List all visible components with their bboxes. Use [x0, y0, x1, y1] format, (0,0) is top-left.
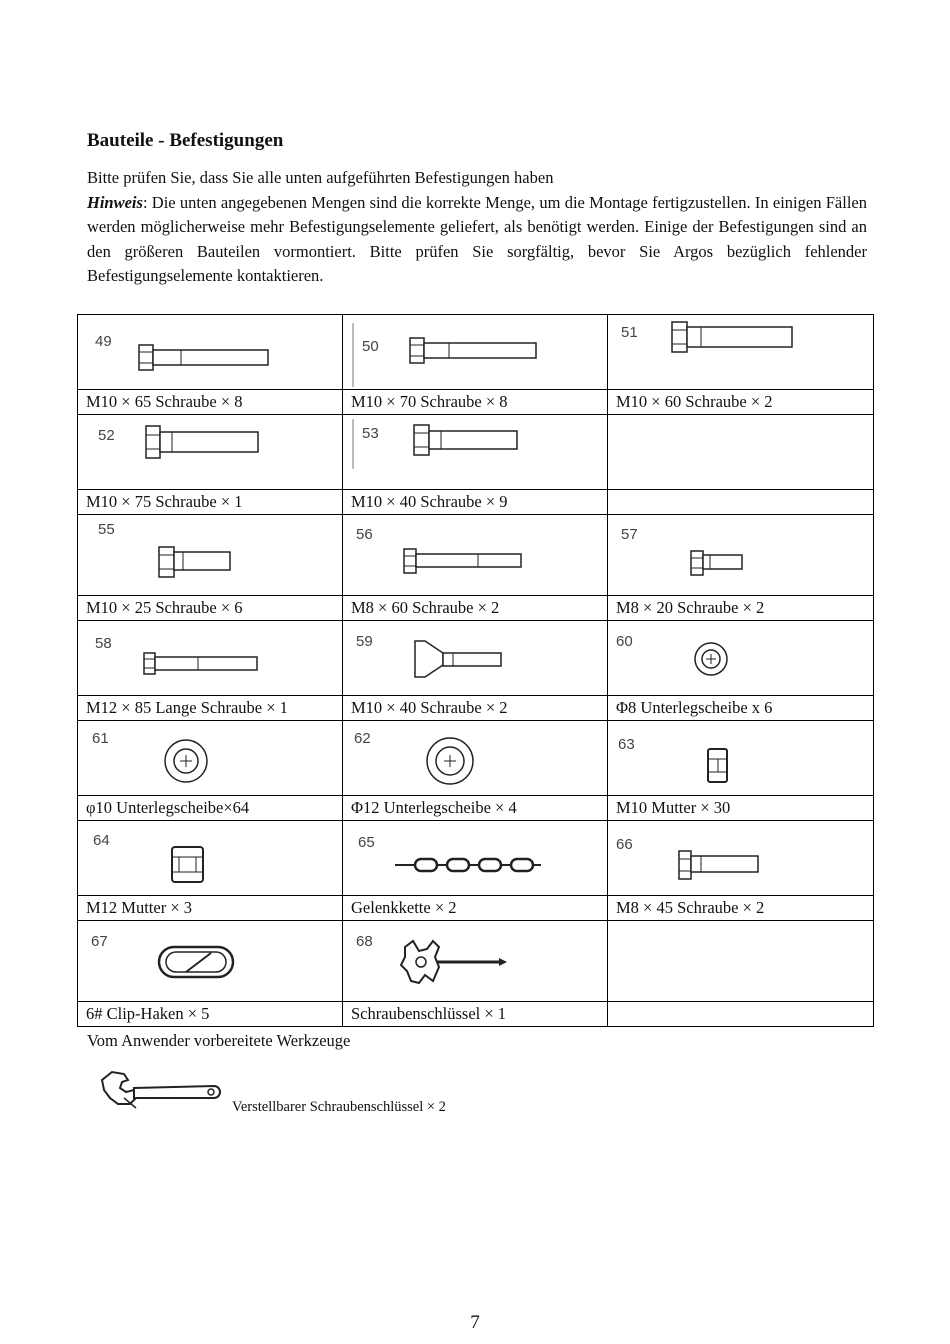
- part-image-cell: [343, 515, 608, 596]
- part-label: [608, 1002, 874, 1027]
- part-image-cell: [343, 921, 608, 1002]
- part-image-cell: [608, 315, 874, 390]
- table-row: [78, 821, 874, 896]
- part-number: 52: [98, 427, 115, 444]
- part-number: 50: [362, 338, 379, 355]
- table-row: [78, 1002, 874, 1027]
- carabiner-icon: [156, 941, 238, 983]
- part-image-cell: [343, 821, 608, 896]
- table-row: [78, 596, 874, 621]
- part-label: Schraubenschlüssel × 1: [343, 1002, 608, 1027]
- part-image-cell: [78, 415, 343, 490]
- part-label: Φ8 Unterlegscheibe x 6: [608, 696, 874, 721]
- note-text: : Die unten angegebenen Mengen sind die korrekte Menge, um die Montage fertigzustellen. In einigen Fällen werden möglicherweise mehr Befestigungselemente geliefert, als benötigt werden. Einige der Befestigungen sind an den größeren Bauteilen vormontiert. Bitte prüfen Sie sorgfältig, bevor Sie Argos bezüglich fehlender Befestigungselemente kontaktieren.: [87, 192, 867, 285]
- table-row: [78, 696, 874, 721]
- part-image-cell: [608, 821, 874, 896]
- part-image-cell: [78, 515, 343, 596]
- washer-icon: [693, 641, 729, 677]
- tool-label: Verstellbarer Schraubenschlüssel × 2: [232, 1099, 446, 1115]
- hex-bolt-icon: [678, 849, 762, 881]
- part-image-cell: [343, 621, 608, 696]
- part-image-cell: [78, 821, 343, 896]
- part-number: 51: [621, 324, 638, 341]
- part-number: 63: [618, 736, 635, 753]
- page-number: 7: [470, 1312, 480, 1333]
- note-paragraph: [87, 191, 867, 289]
- washer-icon: [425, 736, 475, 786]
- page-title: Bauteile - Befestigungen: [87, 130, 284, 151]
- part-number: 53: [362, 425, 379, 442]
- part-number: 66: [616, 836, 633, 853]
- part-label: M10 × 65 Schraube × 8: [78, 390, 343, 415]
- part-image-cell-empty: [608, 921, 874, 1002]
- nut-icon: [706, 747, 730, 785]
- part-image-cell: [343, 721, 608, 796]
- intro-line: Bitte prüfen Sie, dass Sie alle unten aufgeführten Befestigungen haben: [87, 168, 554, 187]
- table-row: [78, 896, 874, 921]
- table-row: [78, 515, 874, 596]
- part-label: Gelenkkette × 2: [343, 896, 608, 921]
- scan-line: [351, 323, 355, 387]
- part-label: [608, 490, 874, 515]
- part-number: 64: [93, 832, 110, 849]
- tools-heading: Vom Anwender vorbereitete Werkzeuge: [87, 1031, 351, 1050]
- note-label: Hinweis: [87, 192, 143, 212]
- table-row: [78, 415, 874, 490]
- part-label: M8 × 45 Schraube × 2: [608, 896, 874, 921]
- part-label: M10 × 60 Schraube × 2: [608, 390, 874, 415]
- part-number: 67: [91, 933, 108, 950]
- part-number: 56: [356, 526, 373, 543]
- part-label: M10 × 75 Schraube × 1: [78, 490, 343, 515]
- table-row: [78, 315, 874, 390]
- part-label: M10 × 25 Schraube × 6: [78, 596, 343, 621]
- table-row: [78, 390, 874, 415]
- part-number: 58: [95, 635, 112, 652]
- part-label: Φ12 Unterlegscheibe × 4: [343, 796, 608, 821]
- part-image-cell: [78, 721, 343, 796]
- table-row: [78, 921, 874, 1002]
- part-number: 61: [92, 730, 109, 747]
- multi-wrench-icon: [399, 939, 509, 989]
- part-number: 60: [616, 633, 633, 650]
- part-image-cell: [343, 415, 608, 490]
- washer-icon: [163, 738, 209, 784]
- part-number: 68: [356, 933, 373, 950]
- intro-text: [87, 166, 867, 289]
- part-image-cell: [78, 315, 343, 390]
- part-number: 55: [98, 521, 115, 538]
- part-image-cell: [608, 721, 874, 796]
- part-number: 59: [356, 633, 373, 650]
- parts-table: [77, 314, 874, 1027]
- adjustable-wrench-icon: [98, 1068, 226, 1112]
- nut-icon: [170, 845, 206, 885]
- part-number: 62: [354, 730, 371, 747]
- table-row: [78, 490, 874, 515]
- part-label: 6# Clip-Haken × 5: [78, 1002, 343, 1027]
- table-row: [78, 621, 874, 696]
- countersunk-bolt-icon: [413, 639, 505, 679]
- part-image-cell: [608, 515, 874, 596]
- hex-bolt-icon: [690, 549, 746, 577]
- scan-line: [351, 419, 355, 469]
- part-label: M12 × 85 Lange Schraube × 1: [78, 696, 343, 721]
- part-number: 57: [621, 526, 638, 543]
- part-label: M10 × 40 Schraube × 9: [343, 490, 608, 515]
- part-label: M8 × 60 Schraube × 2: [343, 596, 608, 621]
- table-row: [78, 721, 874, 796]
- part-image-cell: [343, 315, 608, 390]
- hex-bolt-icon: [145, 424, 263, 460]
- hex-bolt-icon: [143, 651, 261, 677]
- part-label: M10 Mutter × 30: [608, 796, 874, 821]
- hex-bolt-icon: [158, 545, 234, 579]
- chain-icon: [395, 857, 541, 873]
- part-label: M8 × 20 Schraube × 2: [608, 596, 874, 621]
- part-label: M10 × 70 Schraube × 8: [343, 390, 608, 415]
- part-image-cell: [78, 921, 343, 1002]
- part-label: φ10 Unterlegscheibe×64: [78, 796, 343, 821]
- hex-bolt-icon: [413, 423, 523, 457]
- part-label: M10 × 40 Schraube × 2: [343, 696, 608, 721]
- part-label: M12 Mutter × 3: [78, 896, 343, 921]
- part-image-cell: [78, 621, 343, 696]
- hex-bolt-icon: [409, 336, 539, 366]
- hex-bolt-icon: [671, 320, 796, 354]
- part-number: 65: [358, 834, 375, 851]
- part-image-cell-empty: [608, 415, 874, 490]
- hex-bolt-icon: [138, 343, 273, 373]
- part-image-cell: [608, 621, 874, 696]
- hex-bolt-icon: [403, 547, 525, 575]
- table-row: [78, 796, 874, 821]
- part-number: 49: [95, 333, 112, 350]
